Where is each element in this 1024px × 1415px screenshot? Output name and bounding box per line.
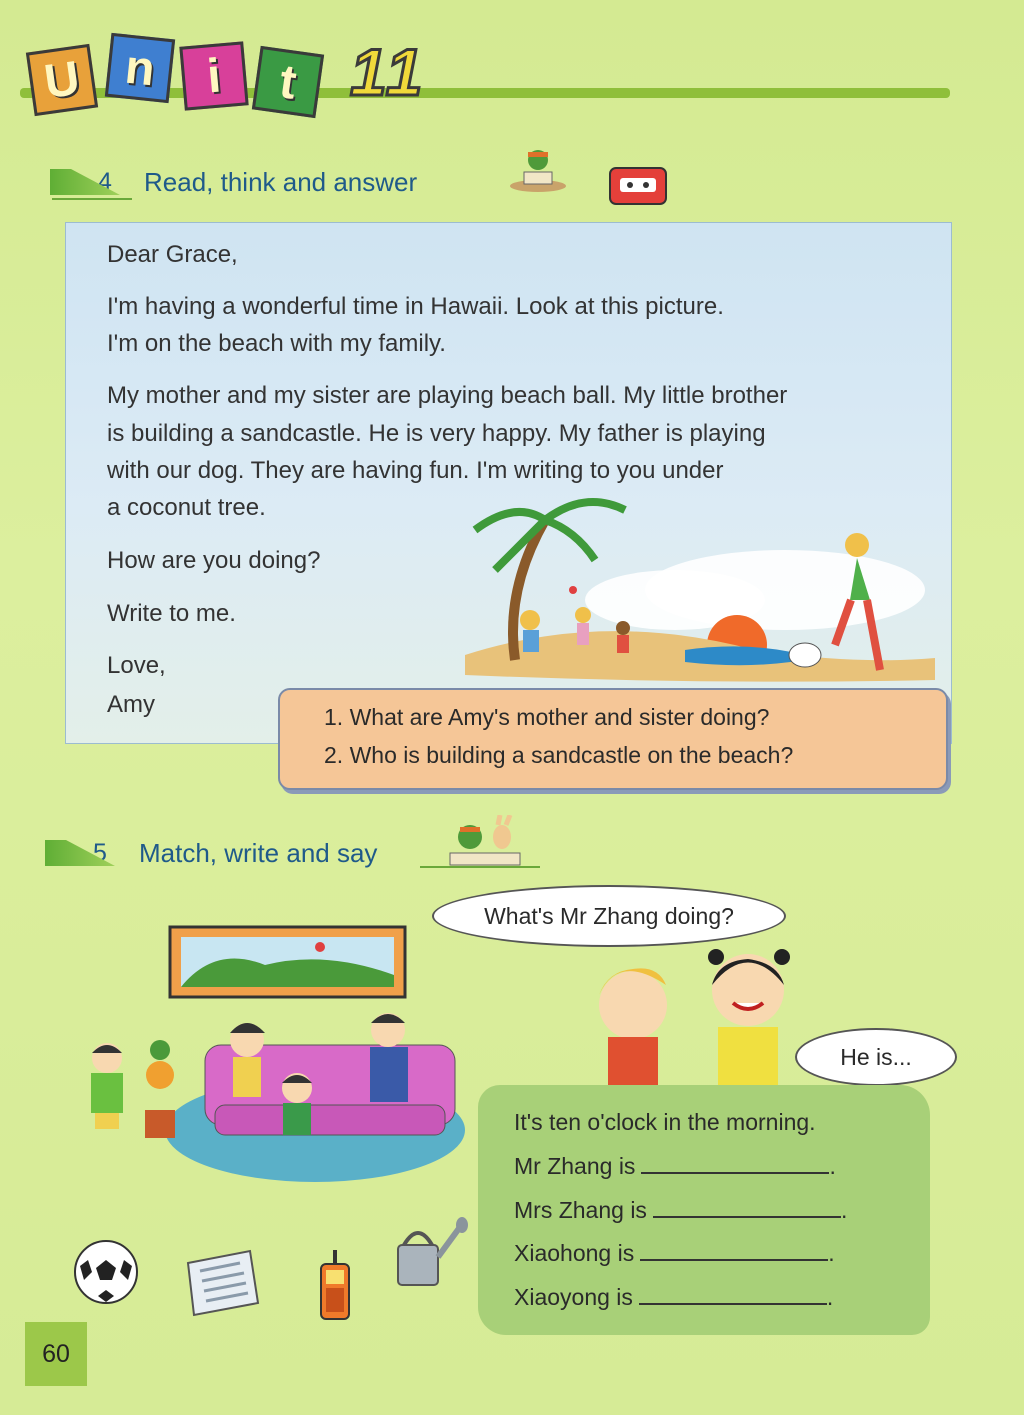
answer-blank-mrs-zhang[interactable] [653, 1198, 841, 1218]
page-number: 60 [25, 1322, 87, 1386]
letter-signature: Amy [107, 691, 155, 718]
football-icon [72, 1238, 140, 1306]
cassette-tape-icon[interactable] [608, 166, 668, 206]
fill-in-panel [478, 1085, 930, 1335]
letter-greeting: Dear Grace, [107, 241, 238, 268]
fill-label-xiaohong: Xiaohong is [514, 1240, 635, 1266]
unit-letter-i: i [179, 41, 248, 110]
fill-period: . [840, 1197, 848, 1223]
fill-period: . [826, 1284, 834, 1310]
question-2: 2. Who is building a sandcastle on the beach? [324, 742, 794, 768]
letter-para2-line2: is building a sandcastle. He is very happy. My father is playing [107, 420, 766, 447]
unit-letter-n: n [105, 33, 175, 103]
fill-label-mrs-zhang: Mrs Zhang is [514, 1197, 647, 1223]
section-4-number: 4 [98, 167, 112, 196]
reading-friends-icon [440, 815, 530, 870]
fill-period: . [829, 1153, 836, 1179]
letter-question: How are you doing? [107, 547, 321, 574]
fill-period: . [828, 1240, 835, 1266]
section-4-underline [52, 198, 132, 200]
section-5-number: 5 [93, 838, 107, 867]
fill-row-mrs-zhang [514, 1197, 847, 1224]
beach-illustration [455, 480, 950, 690]
letter-para2-line3: with our dog. They are having fun. I'm writing to you under [107, 457, 724, 484]
fill-label-mr-zhang: Mr Zhang is [514, 1153, 636, 1179]
fill-label-xiaoyong: Xiaoyong is [514, 1284, 633, 1310]
watering-can-icon [388, 1213, 470, 1293]
children-talking-illustration [578, 945, 798, 1090]
section-5-header [45, 833, 377, 873]
fill-row-xiaoyong [514, 1284, 833, 1311]
letter-closing: Love, [107, 652, 166, 679]
letter-para2-line4: a coconut tree. [107, 494, 266, 521]
unit-letter-t: t [252, 46, 324, 118]
letter-para1-line1: I'm having a wonderful time in Hawaii. Look at this picture. [107, 293, 724, 320]
fill-intro: It's ten o'clock in the morning. [514, 1109, 816, 1135]
question-1: 1. What are Amy's mother and sister doing? [324, 704, 770, 730]
speech-bubble-question: What's Mr Zhang doing? [432, 885, 786, 947]
answer-blank-xiaoyong[interactable] [639, 1285, 827, 1305]
answer-blank-xiaohong[interactable] [640, 1241, 828, 1261]
letter-para1-line2: I'm on the beach with my family. [107, 330, 446, 357]
answer-blank-mr-zhang[interactable] [641, 1154, 829, 1174]
reading-child-icon [508, 146, 568, 194]
speech-bubble-answer: He is... [795, 1028, 957, 1086]
section-4-title: Read, think and answer [144, 166, 418, 197]
section-4-header [50, 162, 417, 202]
section-5-title: Match, write and say [139, 837, 378, 868]
fill-row-xiaohong [514, 1240, 835, 1267]
questions-box [278, 688, 948, 790]
living-room-illustration [65, 925, 470, 1185]
newspaper-icon [180, 1245, 265, 1320]
unit-header [20, 30, 960, 110]
unit-letter-u: U [26, 44, 98, 116]
mobile-phone-icon [315, 1248, 355, 1323]
fill-row-mr-zhang [514, 1153, 836, 1180]
letter-request: Write to me. [107, 600, 236, 627]
letter-para2-line1: My mother and my sister are playing beach ball. My little brother [107, 382, 788, 409]
unit-number: 11 [350, 35, 427, 109]
